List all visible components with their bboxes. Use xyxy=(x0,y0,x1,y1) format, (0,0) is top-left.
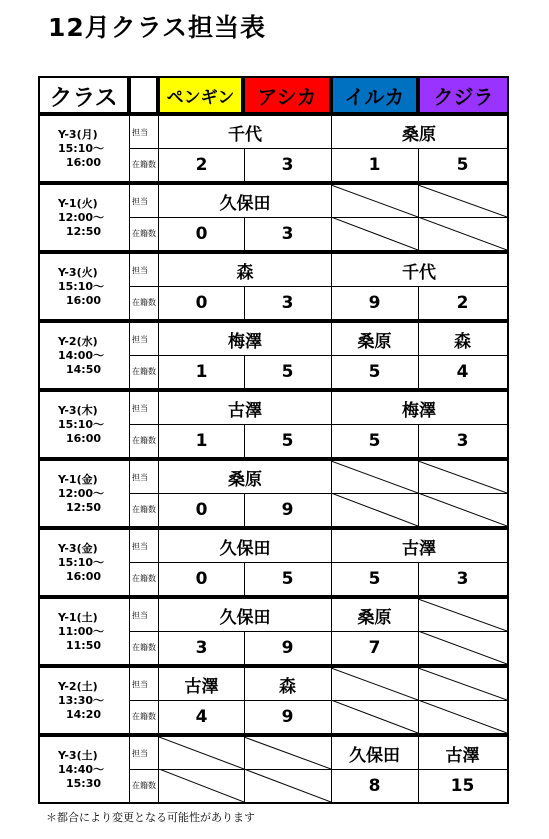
teacher-name: 古澤 xyxy=(184,676,219,697)
blank-cell-slash xyxy=(331,668,418,700)
teacher-name: 千代 xyxy=(402,262,436,283)
teacher-row-label: 担当 xyxy=(130,323,159,355)
class-time-cell xyxy=(40,530,130,595)
teacher-row-label: 担当 xyxy=(130,530,159,562)
teacher-name: 梅澤 xyxy=(402,400,436,421)
enrollment-count: 5 xyxy=(281,361,294,382)
enrollment-count: 5 xyxy=(456,154,469,175)
class-time-line: 11:00〜 xyxy=(58,624,105,638)
enrollment-count: 0 xyxy=(195,568,208,589)
class-time-cell xyxy=(40,116,130,181)
enrollment-count: 0 xyxy=(195,223,208,244)
class-time-line: 14:50 xyxy=(66,362,102,376)
class-time-line: 13:30〜 xyxy=(58,693,105,707)
class-time-line: 15:10〜 xyxy=(58,417,105,431)
enrollment-count: 1 xyxy=(195,430,208,451)
dolphin-column-header: イルカ xyxy=(331,76,418,114)
blank-cell-slash xyxy=(418,700,507,733)
enrollment-count: 0 xyxy=(195,292,208,313)
class-time-line: Y-1(火) xyxy=(58,196,98,210)
teacher-name: 桑原 xyxy=(402,124,436,145)
blank-cell-slash xyxy=(331,700,418,733)
blank-cell-slash xyxy=(159,769,244,802)
class-time-line: 15:10〜 xyxy=(58,279,105,293)
class-time-line: 12:50 xyxy=(66,224,102,238)
enrollment-count: 1 xyxy=(368,154,381,175)
count-row-label: 在籍数 xyxy=(130,769,159,802)
blank-cell-slash xyxy=(331,217,418,250)
teacher-name: 桑原 xyxy=(228,469,262,490)
class-time-line: Y-1(金) xyxy=(58,472,98,486)
class-time-line: 16:00 xyxy=(66,569,102,583)
blank-cell-slash xyxy=(418,493,507,526)
enrollment-count: 5 xyxy=(368,568,381,589)
class-block xyxy=(38,321,509,390)
count-row-label: 在籍数 xyxy=(130,631,159,664)
enrollment-count: 1 xyxy=(195,361,208,382)
class-time-cell xyxy=(40,461,130,526)
teacher-name: 久保田 xyxy=(219,607,271,628)
enrollment-count: 15 xyxy=(450,775,475,796)
class-block xyxy=(38,183,509,252)
class-time-line: 16:00 xyxy=(66,155,102,169)
whale-column-header: クジラ xyxy=(418,76,509,114)
class-block xyxy=(38,666,509,735)
count-row-label: 在籍数 xyxy=(130,424,159,457)
teacher-row-label: 担当 xyxy=(130,668,159,700)
blank-cell-slash xyxy=(244,769,331,802)
blank-cell-slash xyxy=(331,461,418,493)
teacher-name: 桑原 xyxy=(357,607,392,628)
class-block xyxy=(38,528,509,597)
enrollment-count: 4 xyxy=(195,706,208,727)
enrollment-count: 5 xyxy=(368,361,381,382)
class-time-cell xyxy=(40,254,130,319)
teacher-name: 千代 xyxy=(228,124,262,145)
enrollment-count: 5 xyxy=(368,430,381,451)
enrollment-count: 3 xyxy=(195,637,208,658)
teacher-row-label: 担当 xyxy=(130,185,159,217)
blank-cell-slash xyxy=(331,185,418,217)
class-block xyxy=(38,597,509,666)
class-time-line: 16:00 xyxy=(66,431,102,445)
blank-cell-slash xyxy=(418,631,507,664)
teacher-row-label: 担当 xyxy=(130,392,159,424)
enrollment-count: 9 xyxy=(281,706,294,727)
class-time-line: 14:20 xyxy=(66,707,102,721)
teacher-name: 森 xyxy=(279,676,296,697)
teacher-row-label: 担当 xyxy=(130,737,159,769)
class-block xyxy=(38,735,509,804)
blank-cell-slash xyxy=(159,737,244,769)
count-row-label: 在籍数 xyxy=(130,562,159,595)
penguin-column-header: ペンギン xyxy=(158,76,243,114)
enrollment-count: 3 xyxy=(456,568,469,589)
class-block xyxy=(38,114,509,183)
class-time-line: 16:00 xyxy=(66,293,102,307)
class-time-line: 12:00〜 xyxy=(58,486,105,500)
class-time-line: Y-1(土) xyxy=(58,610,98,624)
blank-cell-slash xyxy=(418,217,507,250)
teacher-row-label: 担当 xyxy=(130,599,159,631)
class-time-line: Y-3(月) xyxy=(58,127,98,141)
class-time-line: 15:10〜 xyxy=(58,555,105,569)
teacher-row-label: 担当 xyxy=(130,116,159,148)
page-title: 12月クラス担当表 xyxy=(48,13,267,42)
enrollment-count: 9 xyxy=(281,637,294,658)
footer-note: ＊都合により変更となる可能性があります xyxy=(46,811,255,824)
sealion-column-header: アシカ xyxy=(243,76,331,114)
class-time-cell xyxy=(40,323,130,388)
teacher-name: 古澤 xyxy=(445,745,480,766)
enrollment-count: 9 xyxy=(281,499,294,520)
teacher-name: 久保田 xyxy=(219,538,271,559)
label-column-header xyxy=(129,76,158,114)
enrollment-count: 3 xyxy=(281,292,294,313)
blank-cell-slash xyxy=(418,461,507,493)
class-block xyxy=(38,459,509,528)
teacher-name: 古澤 xyxy=(228,400,262,421)
enrollment-count: 7 xyxy=(368,637,381,658)
blank-cell-slash xyxy=(418,185,507,217)
count-row-label: 在籍数 xyxy=(130,148,159,181)
class-time-line: 14:00〜 xyxy=(58,348,105,362)
teacher-name: 森 xyxy=(236,262,254,283)
teacher-name: 古澤 xyxy=(402,538,436,559)
count-row-label: 在籍数 xyxy=(130,493,159,526)
class-time-line: Y-3(木) xyxy=(58,403,98,417)
class-time-line: 12:00〜 xyxy=(58,210,105,224)
enrollment-count: 8 xyxy=(368,775,381,796)
count-row-label: 在籍数 xyxy=(130,217,159,250)
class-time-line: Y-2(土) xyxy=(58,679,98,693)
class-time-cell xyxy=(40,668,130,733)
class-time-cell xyxy=(40,737,130,802)
enrollment-count: 2 xyxy=(195,154,208,175)
blank-cell-slash xyxy=(418,668,507,700)
class-block xyxy=(38,252,509,321)
count-row-label: 在籍数 xyxy=(130,700,159,733)
class-time-line: Y-3(金) xyxy=(58,541,98,555)
enrollment-count: 3 xyxy=(281,154,294,175)
count-row-label: 在籍数 xyxy=(130,355,159,388)
enrollment-count: 5 xyxy=(281,430,294,451)
teacher-row-label: 担当 xyxy=(130,254,159,286)
class-time-line: Y-3(火) xyxy=(58,265,98,279)
class-time-line: Y-2(水) xyxy=(58,334,98,348)
class-time-line: 12:50 xyxy=(66,500,102,514)
class-time-line: 15:30 xyxy=(66,776,102,790)
enrollment-count: 2 xyxy=(456,292,469,313)
enrollment-count: 5 xyxy=(281,568,294,589)
enrollment-count: 4 xyxy=(456,361,469,382)
enrollment-count: 3 xyxy=(456,430,469,451)
class-block xyxy=(38,390,509,459)
enrollment-count: 3 xyxy=(281,223,294,244)
teacher-name: 久保田 xyxy=(219,193,271,214)
class-time-line: 11:50 xyxy=(66,638,102,652)
enrollment-count: 0 xyxy=(195,499,208,520)
teacher-row-label: 担当 xyxy=(130,461,159,493)
class-time-cell xyxy=(40,185,130,250)
class-column-header: クラス xyxy=(38,76,129,114)
teacher-name: 桑原 xyxy=(357,331,392,352)
class-time-line: 15:10〜 xyxy=(58,141,105,155)
class-time-line: 14:40〜 xyxy=(58,762,105,776)
blank-cell-slash xyxy=(331,493,418,526)
teacher-name: 梅澤 xyxy=(228,331,262,352)
schedule-table xyxy=(38,76,509,803)
enrollment-count: 9 xyxy=(368,292,381,313)
teacher-name: 森 xyxy=(454,331,471,352)
class-time-cell xyxy=(40,392,130,457)
blank-cell-slash xyxy=(244,737,331,769)
class-time-line: Y-3(土) xyxy=(58,748,98,762)
class-time-cell xyxy=(40,599,130,664)
blank-cell-slash xyxy=(418,599,507,631)
teacher-name: 久保田 xyxy=(349,745,400,766)
count-row-label: 在籍数 xyxy=(130,286,159,319)
